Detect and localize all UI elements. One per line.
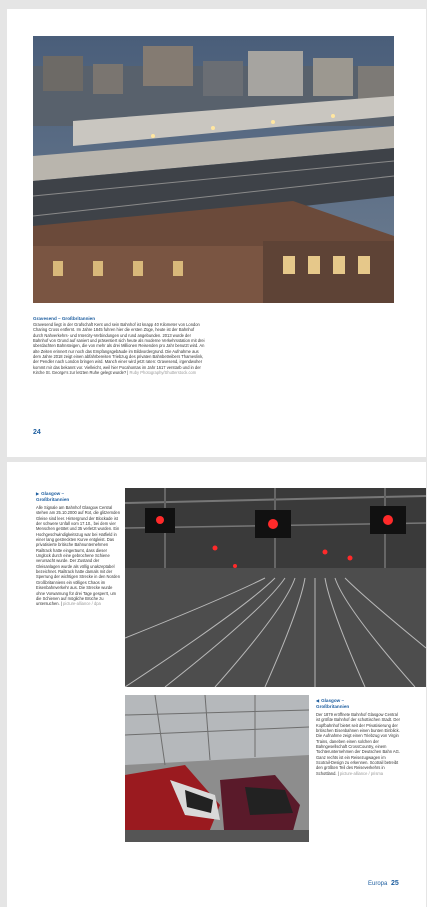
caption-subtitle: Großbritannien (36, 497, 70, 502)
photo-glasgow-trains (125, 695, 309, 842)
footer-section: Europa (368, 881, 388, 887)
page-25 (7, 462, 426, 907)
caption-title: Glasgow – (41, 491, 65, 496)
photo-gravesend-station (33, 36, 394, 303)
photo-credit: Ruby Photography/Shutterstock.com (129, 370, 197, 376)
page-number: 25 (391, 880, 399, 887)
caption-title: Glasgow – (321, 698, 345, 703)
triangle-right-icon: ▶ (36, 491, 40, 496)
caption-title: Gravesend – Großbritannien (33, 316, 96, 321)
caption-gravesend: Gravesend – Großbritannien Gravesend liegt in der Grafschaft Kent und sein Bahnhof ist knapp 40 Kilometer von London Charing Cross entfernt. Im Jahre 1845 fuhren hier die ersten Züge, heute ist der Bahnhof durch Nahverkehrs- und Intercity-Verbindungen und rund angebunden. 2013 wurde der Bahnhof von Grund auf saniert und präsentiert sich heute als moderne Verkehrsstation mit drei überdachten Bahnsteigen, die von mehr als drei Millionen Reisenden pro Jahr benutzt wird. An alte Zeiten erinnert nur noch das Empfangsgebäude im Bildvordergrund. Die Aufnahme aus dem Jahre 2018 zeigt einen abfahrbereiten Triebzug des privaten Bahnbetreibers Thameslink, der Pendler nach London bringen wird. Manch einer wird jetzt raten: Gravesend, irgendwoher kommt mir das bekannt vor. Vielleicht, weil hier Pocahontas im Jahr 1617 verstarb und in der Kirche St. George's zur letzten Ruhe gelegt wurde? | Ruby Photography/Shutterstock.com (33, 316, 205, 376)
caption-text: Gravesend liegt in der Grafschaft Kent und sein Bahnhof ist knapp 40 Kilometer von London Charing Cross entfernt. Im Jahre 1845 fuhren hier die ersten Züge, heute ist der Bahnhof durch Nahverkehrs- und Intercity-Verbindungen und rund angebunden. 2013 wurde der Bahnhof von Grund auf saniert und präsentiert sich heute als moderne Verkehrsstation mit drei überdachten Bahnsteigen, die von mehr als drei Millionen Reisenden pro Jahr benutzt wird. An alte Zeiten erinnert nur noch das Empfangsgebäude im Bildvordergrund. Die Aufnahme aus dem Jahre 2018 zeigt einen abfahrbereiten Triebzug des privaten Bahnbetreibers Thameslink, der Pendler nach London bringen wird. Manch einer wird jetzt raten: Gravesend, irgendwoher kommt mir das bekannt vor. Vielleicht, weil hier Pocahontas im Jahr 1617 verstarb und in der Kirche St. George's zur letzten Ruhe gelegt wurde? (33, 322, 205, 376)
caption-glasgow-trains: ◀ Glasgow – Großbritannien Der 1879 eröffnete Bahnhof Glasgow Central ist größte Bahnhof der schottischen Stadt. Der Kopfbahnhof bietet seit der Privatisierung der britischen Eisenbahnen einen bunten Einblick. Die Aufnahme zeigt einen Triebzug von Virgin Trains, daneben einen solchen der Bahngesellschaft CrossCountry, einem Tochterunternehmen der Deutschen Bahn AG. Ganz rechts ist ein Reisezugwagen im Scotrail-Design zu erkennen. Scotrail betreibt den größten Teil des Reiseverkehrs in Schottland. | picture-alliance / prisma (316, 698, 400, 776)
caption-glasgow-signals: ▶ Glasgow – Großbritannien Alle Signale am Bahnhof Glasgow Central stehen am 25.10.2000 auf Rot, die glitzernden Gleise sind leer. Hintergrund der Blockade ist der schwere Unfall vom 17.10., bei dem vier Menschen getötet und 35 verletzt wurden. Ein Hochgeschwindigkeitszug war bei Hatfield in einer lang gestreckten Kurve entgleist. Das privatisierte britische Bahnunternehmen Railtrack hatte eingeräumt, dass dieser Unglück durch eine gebrochene Schiene verursacht wurde. Der Zustand der Gleisanlagen wurde als völlig unakzeptabel bezeichnet. Railtrack hatte damals mit der Sperrung der wichtigen Strecke in den Norden Großbritanniens ein völliges Chaos im Eisenbahnverkehr aus. Die Strecke wurde ohne Vorwarnung für drei Tage gesperrt, um die Schienen auf mögliche Brüche zu untersuchen. | picture-alliance / dpa (36, 491, 122, 607)
caption-text: Der 1879 eröffnete Bahnhof Glasgow Central ist größte Bahnhof der schottischen Stadt. Der Kopfbahnhof bietet seit der Privatisierung der britischen Eisenbahnen einen bunten Einblick. Die Aufnahme zeigt einen Triebzug von Virgin Trains, daneben einen solchen der Bahngesellschaft CrossCountry, einem Tochterunternehmen der Deutschen Bahn AG. Ganz rechts ist ein Reisezugwagen im Scotrail-Design zu erkennen. Scotrail betreibt den größten Teil des Reiseverkehrs in Schottland. (316, 712, 400, 776)
photo-credit: picture-alliance / dpa (63, 601, 101, 607)
photo-credit: picture-alliance / prisma (339, 770, 384, 776)
photo-glasgow-signals (125, 488, 426, 687)
triangle-left-icon: ◀ (316, 698, 320, 703)
caption-text: Alle Signale am Bahnhof Glasgow Central stehen am 25.10.2000 auf Rot, die glitzernden Gleise sind leer. Hintergrund der Blockade ist der schwere Unfall vom 17.10., bei dem vier Menschen getötet und 35 verletzt wurden. Ein Hochgeschwindigkeitszug war bei Hatfield in einer lang gestreckten Kurve entgleist. Das privatisierte britische Bahnunternehmen Railtrack hatte eingeräumt, dass dieser Unglück durch eine gebrochene Schiene verursacht wurde. Der Zustand der Gleisanlagen wurde als völlig unakzeptabel bezeichnet. Railtrack hatte damals mit der Sperrung der wichtigen Strecke in den Norden Großbritanniens ein völliges Chaos im Eisenbahnverkehr aus. Die Strecke wurde ohne Vorwarnung für drei Tage gesperrt, um die Schienen auf mögliche Brüche zu untersuchen. (36, 505, 120, 607)
page-24 (7, 9, 426, 457)
page-footer (368, 880, 399, 887)
caption-subtitle: Großbritannien (316, 704, 350, 709)
page-number: 24 (33, 429, 41, 436)
